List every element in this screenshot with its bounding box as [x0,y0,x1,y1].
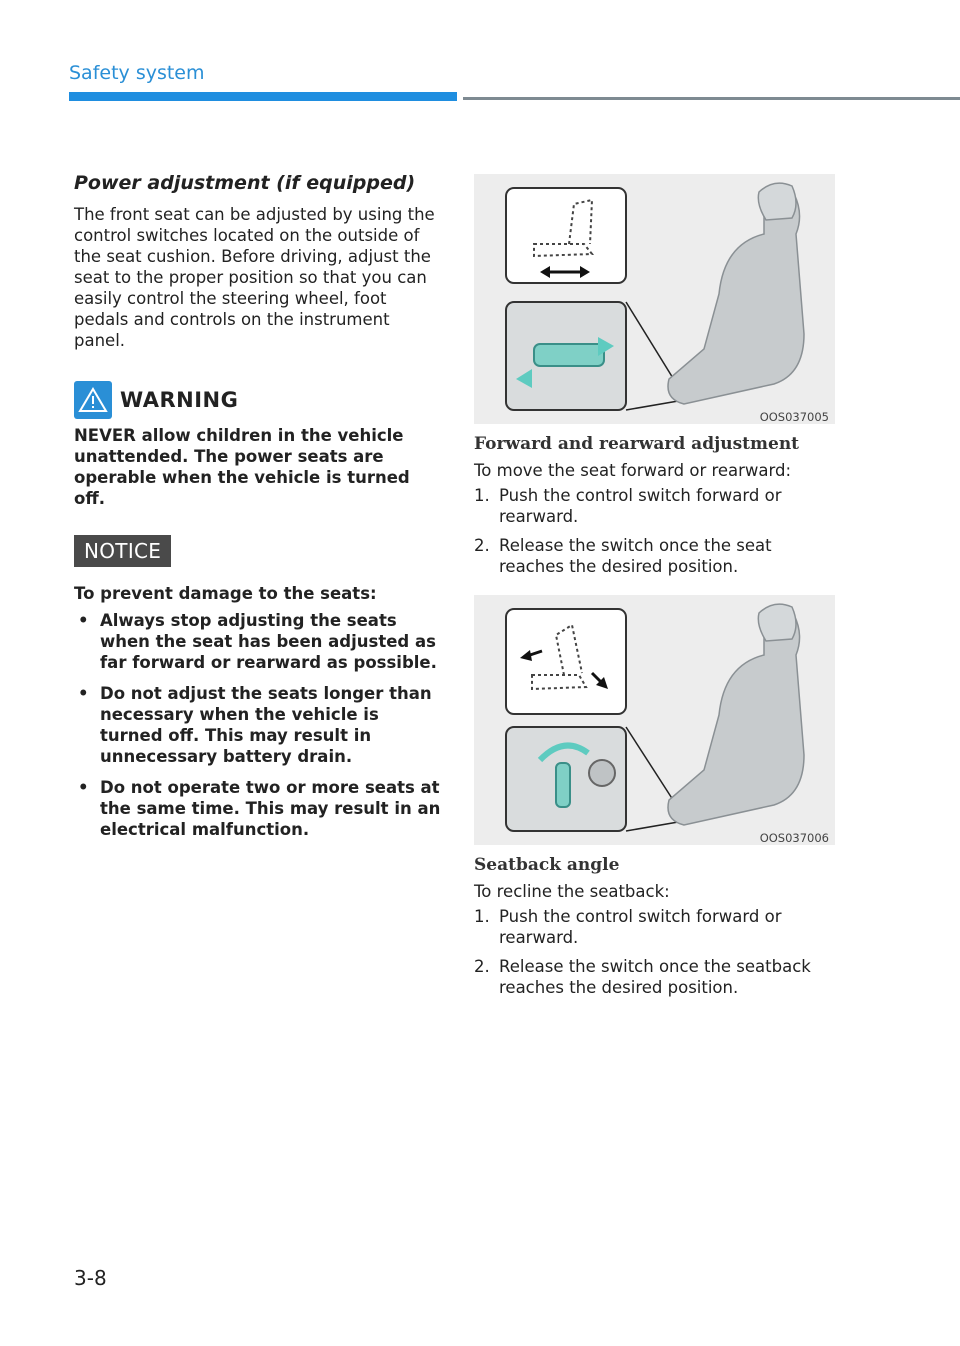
subsection-intro: To recline the seatback: [474,882,670,901]
steps-list [474,485,836,577]
warning-label: WARNING [120,388,239,412]
step-item: 2. Release the switch once the seatback reaches the desired position. [474,957,811,997]
notice-item: • Do not operate two or more seats at the same time. This may result in an electrical malfunction. [78,778,441,839]
steps-list [474,906,836,998]
warning-text: NEVER allow children in the vehicle unattended. The power seats are operable when the vehicle is turned off. [74,426,410,508]
seat-illustration [474,595,835,845]
page-number: 3-8 [74,1266,107,1290]
step-item: 2. Release the switch once the seat reaches the desired position. [474,536,772,576]
notice-item: • Always stop adjusting the seats when the seat has been adjusted as far forward or rearward as possible. [78,611,437,672]
notice-item: • Do not adjust the seats longer than necessary when the vehicle is turned off. This may result in unnecessary battery drain. [78,684,432,766]
running-header: Safety system [69,62,205,84]
left-column [74,172,442,850]
figure-forward-rearward [474,174,835,424]
subsection-heading: Seatback angle [474,855,620,875]
subsection-heading: Forward and rearward adjustment [474,434,800,454]
figure-code: OOS037006 [759,831,829,845]
notice-intro: To prevent damage to the seats: [74,584,377,603]
subsection-intro: To move the seat forward or rearward: [474,461,792,480]
intro-paragraph: The front seat can be adjusted by using the control switches located on the outside of the seat cushion. Before driving, adjust the seat to the proper position so that you can easily control the steering wheel, foot pedals and controls on the instrument panel. [74,205,435,350]
step-item: 1. Push the control switch forward or rearward. [474,486,782,526]
warning-header [74,381,442,419]
figure-seatback-angle [474,595,835,845]
header-accent-bar [69,92,457,101]
step-item: 1. Push the control switch forward or rearward. [474,907,782,947]
seat-illustration [474,174,835,424]
header-rule [463,97,960,100]
notice-list [74,610,442,840]
figure-code: OOS037005 [759,410,829,424]
section-title: Power adjustment (if equipped) [74,172,416,194]
warning-triangle-icon [74,381,112,419]
notice-badge: NOTICE [74,535,171,567]
right-column [474,174,836,1006]
